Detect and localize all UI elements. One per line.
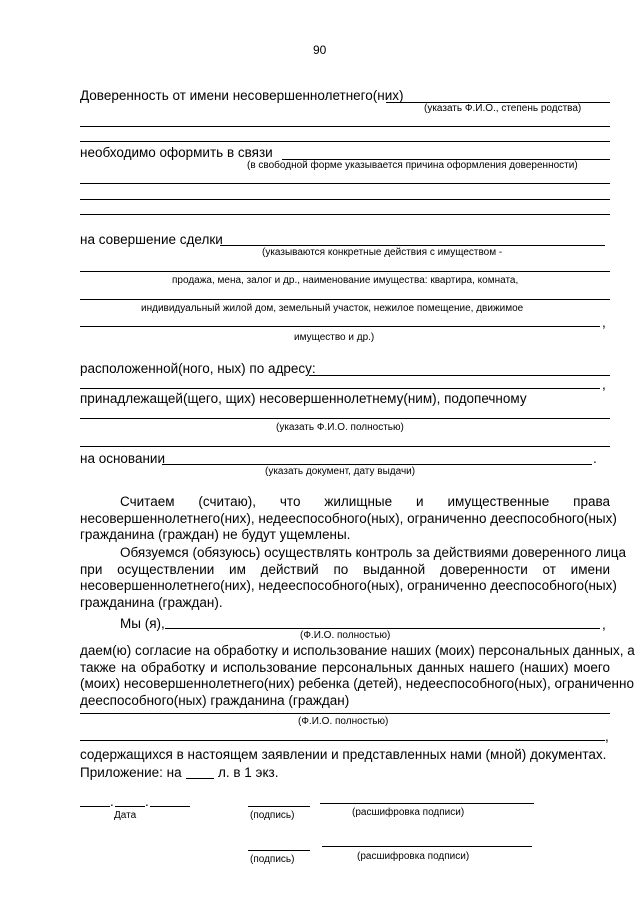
date-day-field[interactable] — [80, 806, 110, 807]
decoding-label-2: (расшифровка подписи) — [357, 851, 470, 862]
we-comma: , — [602, 617, 606, 632]
we-label: Мы (я), — [120, 616, 165, 631]
signature-label: (подпись) — [250, 810, 295, 821]
attachment-label: Приложение: на — [80, 765, 182, 780]
owner-field-2[interactable] — [80, 446, 610, 447]
reason-hint: (в свободной форме указывается причина оформления доверенности) — [247, 160, 578, 171]
consent-comma-2: , — [605, 729, 609, 744]
reason-extra-field-2[interactable] — [80, 199, 610, 200]
address-label: расположенной(ного, ных) по адресу: — [80, 361, 316, 376]
we-name-field[interactable] — [165, 628, 600, 629]
deal-label: на совершение сделки — [80, 232, 223, 247]
address-comma: , — [602, 377, 606, 392]
attachment-suffix: л. в 1 экз. — [218, 765, 279, 780]
owner-field[interactable] — [80, 418, 610, 419]
paragraph-1 — [80, 494, 617, 544]
decoding-label: (расшифровка подписи) — [352, 807, 465, 818]
basis-hint: (указать документ, дату выдачи) — [265, 466, 416, 477]
deal-hint-3: индивидуальный жилой дом, земельный участок, нежилое помещение, движимое — [141, 303, 524, 314]
paragraph-2-line: гражданина (граждан). — [80, 594, 223, 610]
consent-name-field-2[interactable] — [80, 740, 605, 741]
owner-label: принадлежащей(щего, щих) несовершеннолетнему(ним), подопечному — [80, 391, 527, 406]
paragraph-1-line: гражданина (граждан) не будут ущемлены. — [80, 527, 351, 542]
proxy-extra-field-2[interactable] — [80, 141, 610, 142]
consent-name-hint: (Ф.И.О. полностью) — [298, 716, 389, 727]
deal-field-2[interactable] — [80, 271, 610, 272]
attachment-pages-field[interactable] — [186, 778, 214, 779]
deal-comma: , — [602, 315, 606, 330]
basis-label: на основании — [80, 451, 166, 466]
signature-field-2[interactable] — [248, 850, 310, 851]
signature-label-2: (подпись) — [250, 854, 295, 865]
reason-extra-field-1[interactable] — [80, 183, 610, 184]
reason-label: необходимо оформить в связи — [80, 145, 273, 160]
signature-field[interactable] — [248, 806, 310, 807]
paragraph-2-line: несовершеннолетнего(них), недееспособного(ных), ограниченно дееспособного(ных) — [80, 578, 617, 593]
paragraph-2-line: при осуществлении им действий по выданной доверенности от имени — [80, 561, 610, 577]
decoding-field[interactable] — [320, 803, 534, 804]
date-year-field[interactable] — [150, 806, 190, 807]
basis-field[interactable] — [162, 464, 592, 465]
deal-field[interactable] — [220, 245, 605, 246]
paragraph-2-line: Обязуемся (обязуюсь) осуществлять контроль за действиями доверенного лица — [120, 545, 626, 560]
proxy-extra-field-1[interactable] — [80, 126, 610, 127]
decoding-field-2[interactable] — [322, 846, 532, 847]
consent-line: также на обработку и использование персональных данных нашего (наших) моего — [80, 659, 610, 675]
date-separator: . — [145, 794, 149, 809]
proxy-label: Доверенность от имени несовершеннолетнего(них) — [80, 88, 404, 103]
deal-field-3[interactable] — [80, 299, 610, 300]
contained-text: содержащихся в настоящем заявлении и представленных нами (мной) документах. — [80, 747, 607, 762]
basis-dot: . — [593, 451, 597, 466]
deal-hint-1: (указываются конкретные действия с имуществом - — [262, 247, 503, 258]
consent-line: дееспособного(ных) гражданина (граждан) — [80, 692, 350, 708]
reason-extra-field-3[interactable] — [80, 214, 610, 215]
date-month-field[interactable] — [115, 806, 145, 807]
deal-hint-2: продажа, мена, залог и др., наименование имущества: квартира, комната, — [172, 275, 519, 286]
page-number: 90 — [313, 43, 327, 57]
date-separator: . — [110, 794, 114, 809]
paragraph-1-line: Считаем (считаю), что жилищные и имущественные права — [120, 494, 610, 509]
consent-name-field[interactable] — [80, 713, 610, 714]
deal-field-4[interactable] — [80, 326, 600, 327]
deal-hint-4: имущество и др.) — [294, 332, 375, 343]
owner-hint: (указать Ф.И.О. полностью) — [276, 422, 404, 433]
date-label: Дата — [114, 810, 137, 821]
consent-line: даем(ю) согласие на обработку и использование наших (моих) персональных данных, а — [80, 643, 635, 658]
address-field[interactable] — [309, 375, 610, 376]
proxy-hint: (указать Ф.И.О., степень родства) — [424, 103, 582, 114]
paragraph-2 — [80, 545, 626, 611]
address-field-2[interactable] — [80, 388, 600, 389]
consent-line: (моих) несовершеннолетнего(них) ребенка (детей), недееспособного(ных), ограниченно — [80, 676, 634, 691]
consent-paragraph — [80, 643, 635, 709]
we-name-hint: (Ф.И.О. полностью) — [300, 630, 391, 641]
paragraph-1-line: несовершеннолетнего(них), недееспособного(ных), ограниченно дееспособного(ных) — [80, 510, 617, 526]
